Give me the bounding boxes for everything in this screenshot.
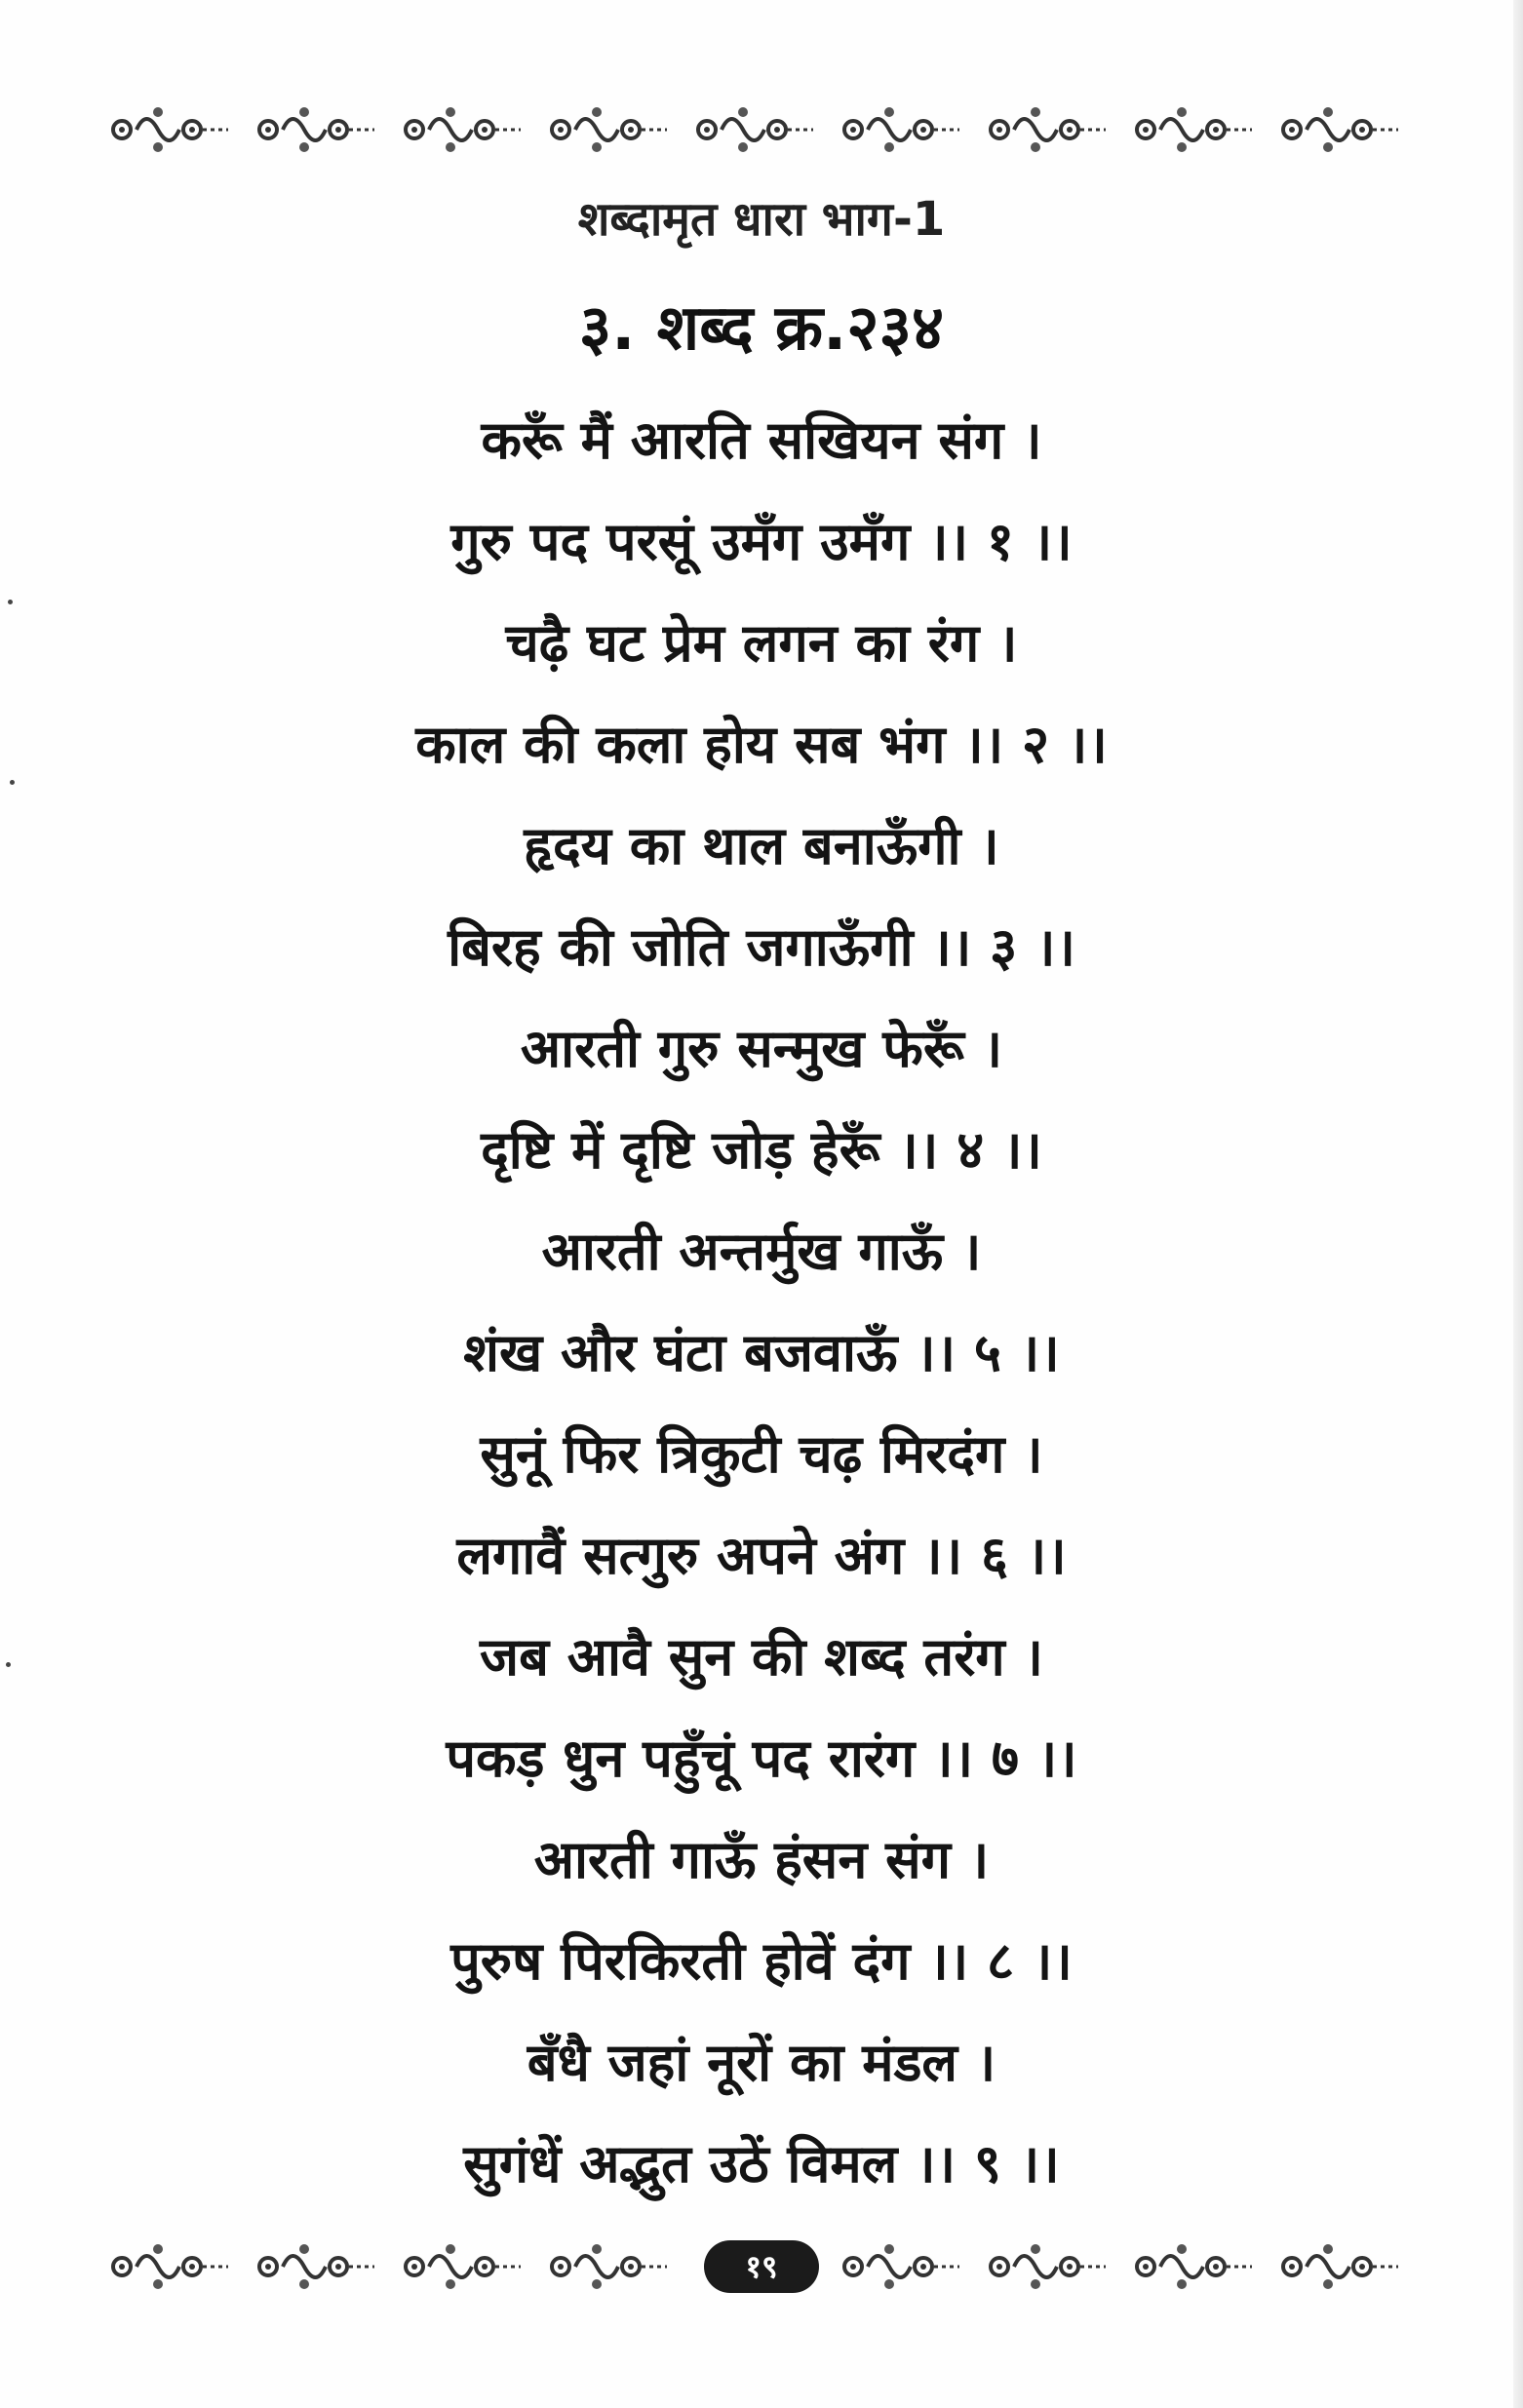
verse-line-13: जब आवै सुन की शब्द तरंग । bbox=[480, 1626, 1043, 1688]
verse-line-9: आरती अन्तर्मुख गाऊँ । bbox=[541, 1221, 982, 1282]
verse-line-18: सुगंधें अद्भुत उठें विमल ।। ९ ।। bbox=[463, 2133, 1060, 2194]
verse-line-17: बँधै जहां नूरों का मंडल । bbox=[527, 2032, 996, 2093]
top-floral-border-icon bbox=[98, 96, 1414, 164]
book-header-title: शब्दामृत धारा भाग-1 bbox=[577, 192, 946, 247]
verse-line-4: काल की कला होय सब भंग ।। २ ।। bbox=[415, 714, 1108, 775]
verse-line-15: आरती गाऊँ हंसन संग । bbox=[533, 1829, 990, 1890]
paper-speck bbox=[6, 1662, 11, 1667]
verse-line-6: बिरह की जोति जगाऊँगी ।। ३ ।। bbox=[448, 916, 1075, 978]
shabd-heading: ३. शब्द क्र.२३४ bbox=[578, 292, 945, 365]
verse-line-5: हृदय का थाल बनाऊँगी । bbox=[524, 815, 999, 876]
verse-line-10: शंख और घंटा बजवाऊँ ।। ५ ।। bbox=[463, 1322, 1060, 1383]
paper-speck bbox=[8, 600, 13, 604]
paper-speck bbox=[10, 780, 15, 785]
page-number-badge: १९ bbox=[704, 2240, 819, 2293]
verse-line-2: गुरु पद परसूं उमँग उमँग ।। १ ।। bbox=[450, 511, 1073, 572]
verse-line-12: लगावैं सत्गुरु अपने अंग ।। ६ ।। bbox=[456, 1525, 1067, 1586]
verse-line-8: दृष्टि में दृष्टि जोड़ हेरूँ ।। ४ ।। bbox=[481, 1119, 1042, 1181]
verse-list bbox=[0, 390, 1523, 2215]
verse-line-1: करूँ मैं आरति सखियन संग । bbox=[481, 409, 1042, 471]
verse-line-16: पुरुष पिरकिरती होवें दंग ।। ८ ।। bbox=[450, 1930, 1073, 1992]
verse-line-7: आरती गुरु सन्मुख फेरूँ । bbox=[520, 1018, 1003, 1079]
verse-line-3: चढ़ै घट प्रेम लगन का रंग । bbox=[505, 612, 1018, 674]
verse-line-14: पकड़ धुन पहुँचूं पद रारंग ।। ७ ।। bbox=[446, 1728, 1077, 1789]
verse-line-11: सुनूं फिर त्रिकुटी चढ़ मिरदंग । bbox=[480, 1423, 1043, 1485]
